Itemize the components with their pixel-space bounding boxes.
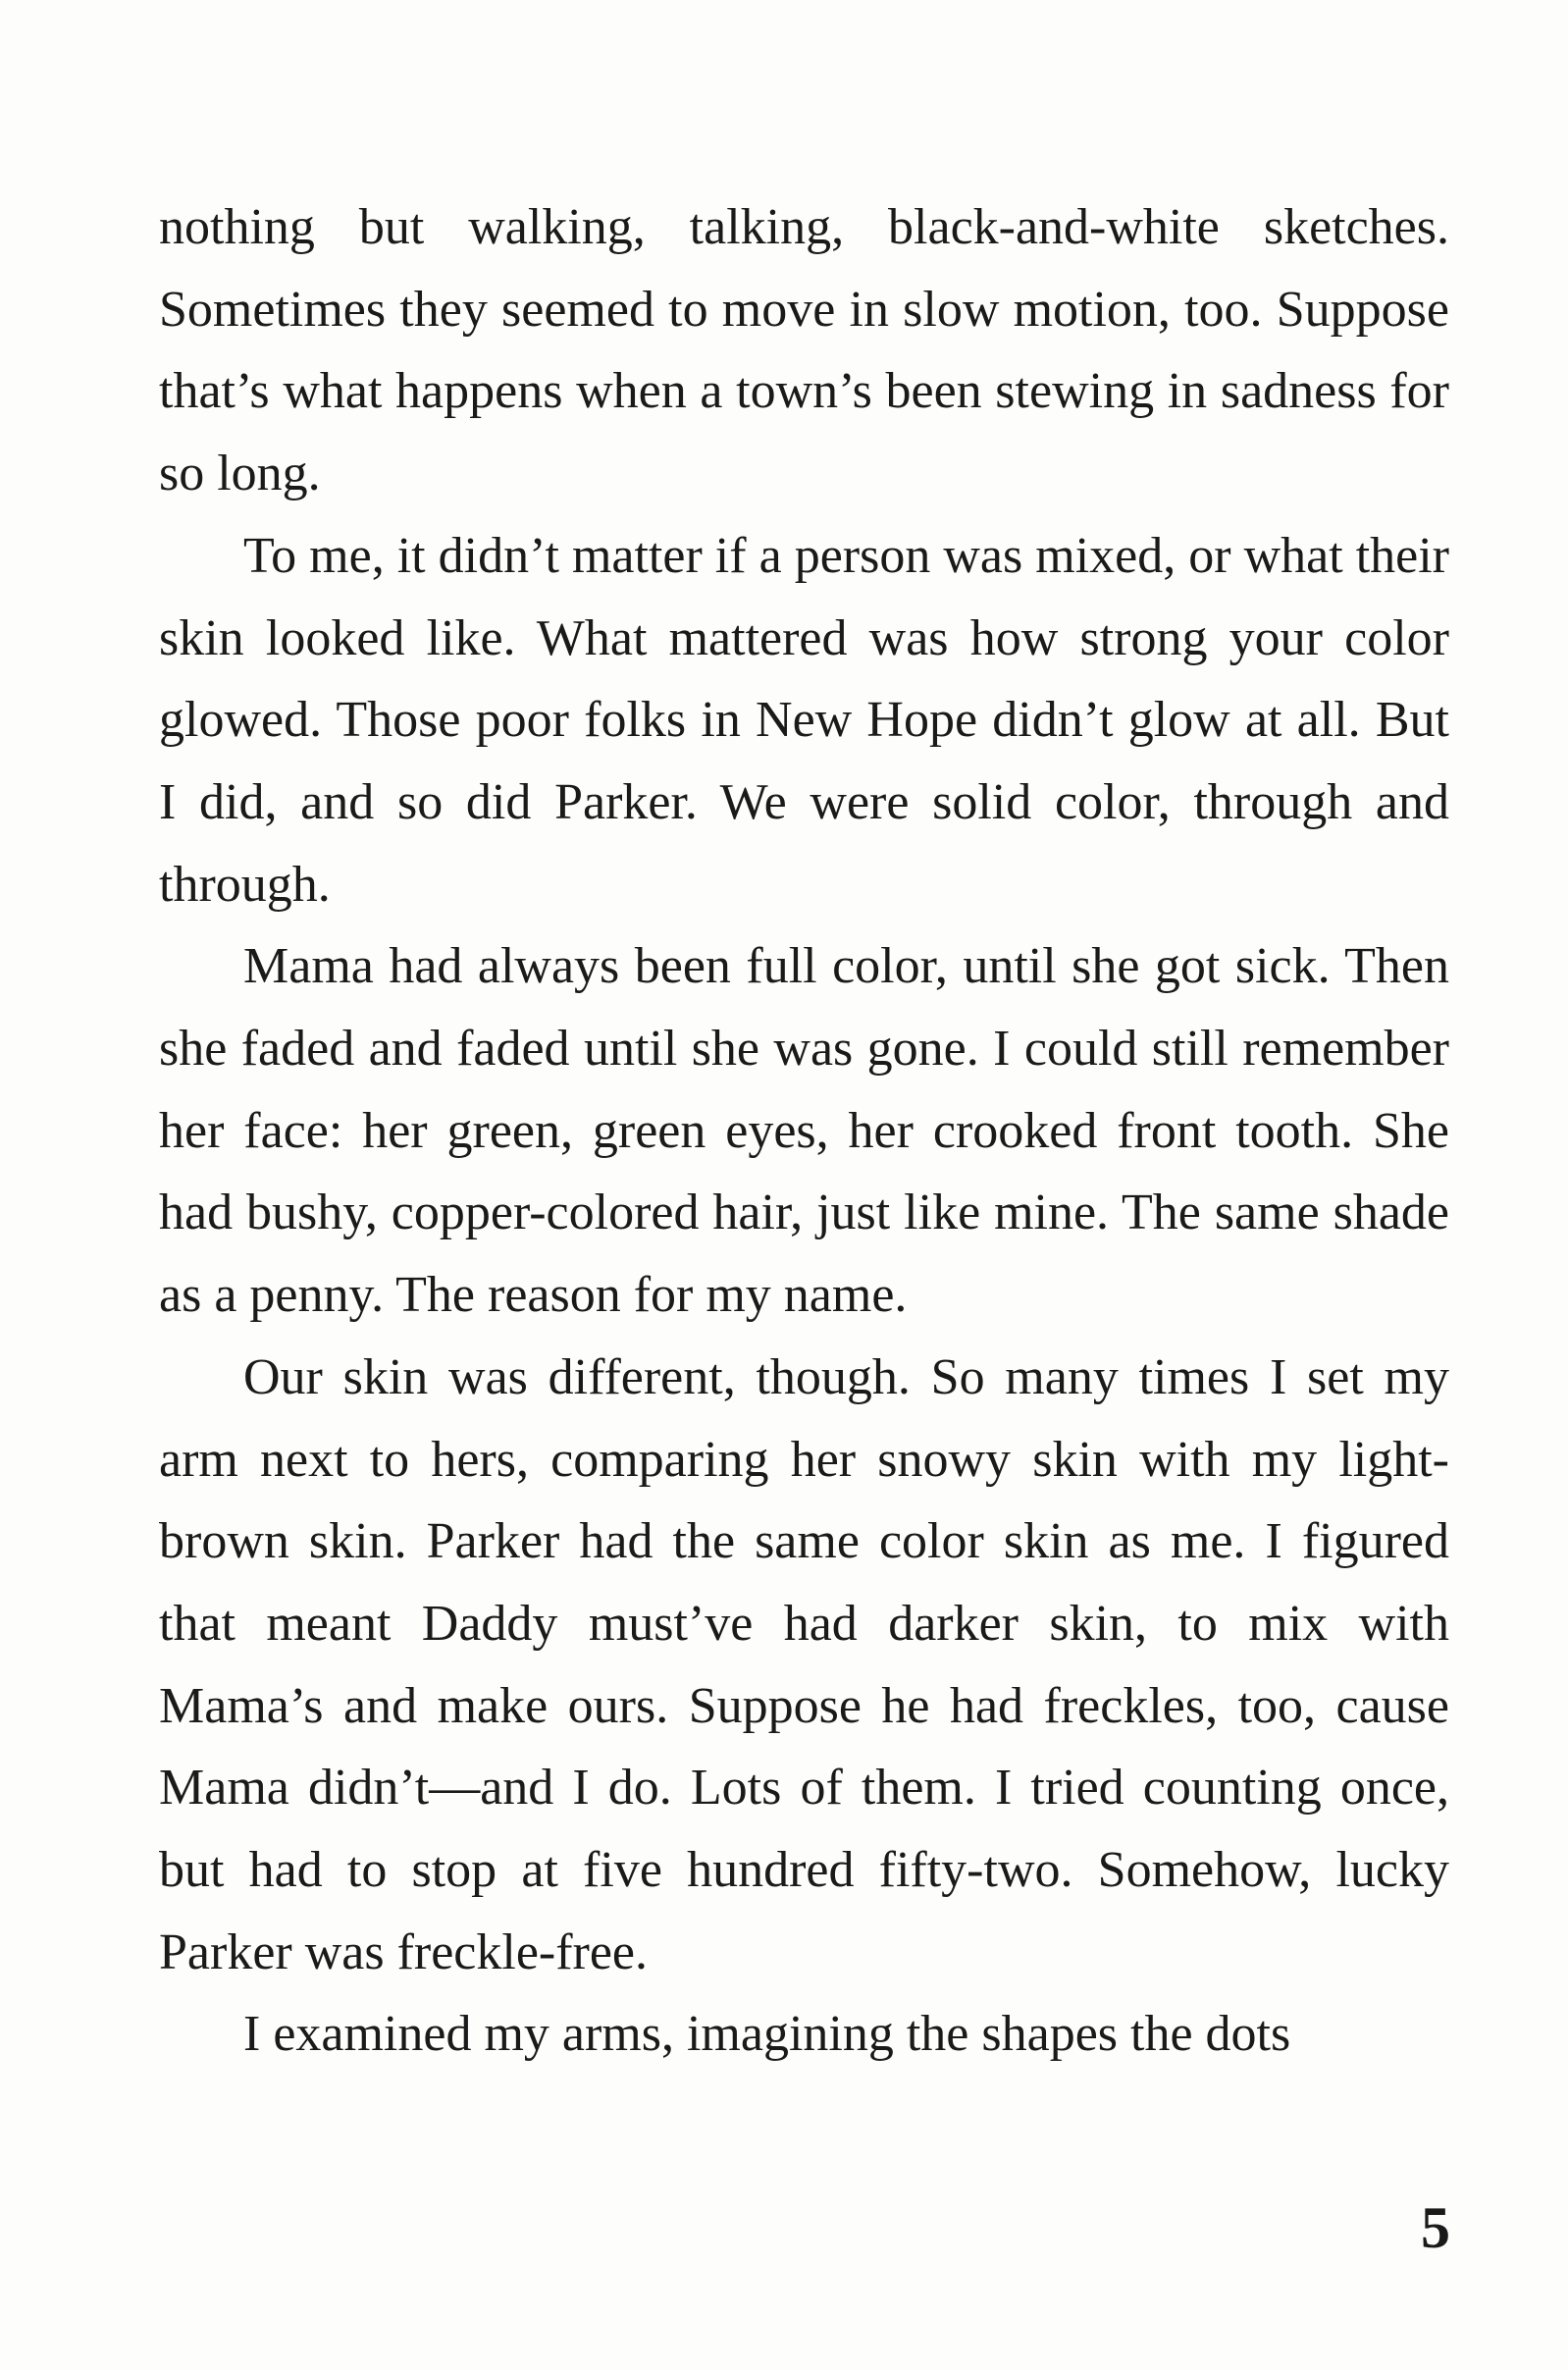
body-text [159, 186, 1449, 2076]
paragraph: To me, it didn’t matter if a person was mixed, or what their skin looked like. What mattered was how strong your color glowed. Those poor folks in New Hope didn’t glow at all. But I did, and so did Parker. We were solid color, through and through. [159, 527, 1449, 913]
paragraph-continued: nothing but walking, talking, black-and-white sketches. Sometimes they seemed to move in slow motion, too. Suppose that’s what happens when a town’s been stewing in sadness for so long. [159, 199, 1449, 502]
paragraph: Mama had always been full color, until she got sick. Then she faded and faded until she was gone. I could still remember her face: her green, green eyes, her crooked front tooth. She had bushy, copper-colored hair, just like mine. The same shade as a penny. The reason for my name. [159, 938, 1449, 1324]
page-number: 5 [1421, 2195, 1450, 2260]
paragraph: I examined my arms, imagining the shapes the dots [243, 2006, 1291, 2063]
paragraph: Our skin was different, though. So many times I set my arm next to hers, comparing her snowy skin with my light-brown skin. Parker had the same color skin as me. I figured that meant Daddy must’ve had darker skin, to mix with Mama’s and make ours. Suppose he had freckles, too, cause Mama didn’t—and I do. Lots of them. I tried counting once, but had to stop at five hundred fifty-two. Somehow, lucky Parker was freckle-free. [159, 1348, 1449, 1980]
